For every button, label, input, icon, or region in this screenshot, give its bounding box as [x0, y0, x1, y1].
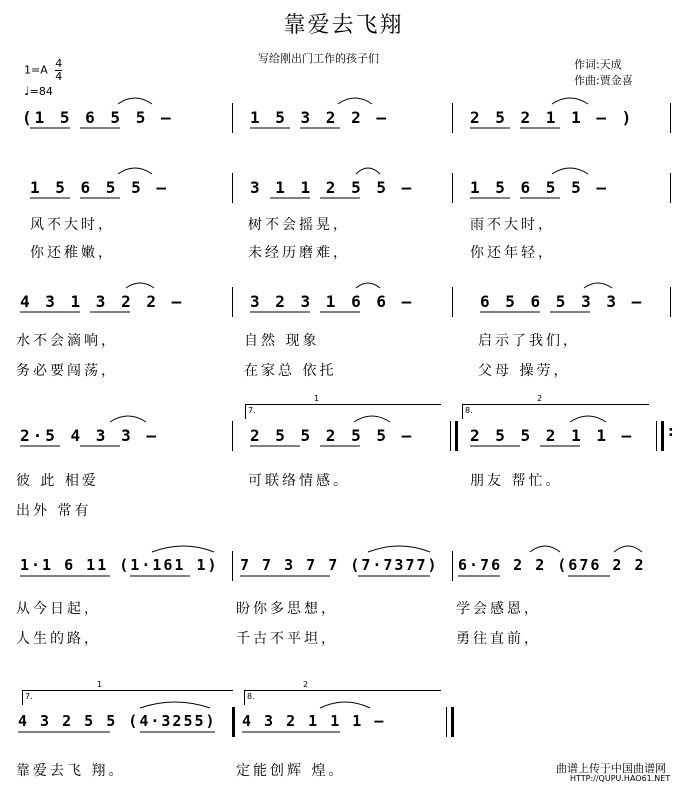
time-signature-bottom: 4	[55, 70, 63, 83]
row5-lyric-2b: 千古不平坦，	[236, 631, 338, 647]
row6-lyric-1: 靠爱去飞 翔。	[16, 763, 126, 779]
slur-icon	[320, 702, 370, 708]
row1-measure-group-3: 2 5 2 1 1 – )	[470, 108, 635, 127]
key-label: 1=A	[24, 63, 48, 77]
slur-icon	[140, 702, 210, 708]
slur-icon	[356, 283, 380, 288]
lyricist-credit: 作词:天成	[574, 58, 622, 71]
volta-label: 8.	[247, 692, 255, 701]
slur-icon	[552, 168, 588, 174]
row4-measure-group-2: 2 5 5 2 5 5 –	[250, 426, 415, 445]
row3-lyric-1b: 务必要闯荡，	[16, 363, 118, 379]
quarter-note-icon: ♩	[24, 84, 30, 98]
composer-credit: 作曲:贾金喜	[574, 74, 633, 87]
row3-measure-group-3: 6 5 6 5 3 3 –	[480, 292, 645, 311]
row6-lyric-2: 定能创辉 煌。	[236, 763, 346, 779]
volta-count: 2	[303, 680, 309, 689]
slur-icon	[368, 546, 430, 552]
slur-icon	[152, 546, 214, 552]
row2-measure-group-1: 1 5 6 5 5 –	[30, 178, 169, 197]
volta-label: 7.	[25, 692, 33, 701]
row5-lyric-2a: 盼你多思想，	[236, 601, 338, 617]
slur-icon	[118, 98, 152, 104]
row1-measure-group-1: (1 5 6 5 5 –	[22, 108, 174, 127]
song-title: 靠爱去飞翔	[283, 13, 404, 38]
row2-lyric-1b: 你还稚嫩，	[30, 245, 115, 261]
volta-count: 1	[314, 394, 320, 403]
footer-url: HTTP://QUPU.HAO61.NET	[570, 774, 671, 783]
slur-icon	[570, 416, 606, 422]
row6-measure-group-1: 4 3 2 5 5 (4·3255)	[18, 712, 217, 730]
row5-measure-group-3: 6·76 2 2 (676 2 2	[458, 556, 646, 574]
row2-lyric-3a: 雨不大时，	[470, 217, 555, 233]
row3-lyric-2a: 自然 现象	[244, 333, 320, 349]
row2-measure-group-3: 1 5 6 5 5 –	[470, 178, 609, 197]
row3-lyric-1a: 水不会滴响，	[16, 333, 118, 349]
volta-label: 7.	[248, 406, 256, 415]
row2-lyric-1a: 风不大时，	[30, 217, 115, 233]
row5-measure-group-2: 7 7 3 7 7 (7·7377)	[240, 556, 439, 574]
row3-lyric-3a: 启示了我们，	[478, 333, 580, 349]
slur-icon	[552, 98, 588, 104]
time-signature-top: 4	[55, 57, 63, 70]
slur-icon	[356, 168, 380, 174]
slur-icon	[110, 416, 146, 422]
row2-lyric-2a: 树不会摇晃，	[248, 217, 350, 233]
volta-count: 2	[537, 394, 543, 403]
slur-icon	[354, 416, 390, 422]
row2-lyric-3b: 你还年轻，	[470, 245, 555, 261]
row5-lyric-1a: 从今日起，	[16, 601, 101, 617]
row2-measure-group-2: 3 1 1 2 5 5 –	[250, 178, 415, 197]
repeat-dots-icon: :	[668, 424, 674, 440]
slur-icon	[584, 283, 612, 288]
song-subtitle: 写给刚出门工作的孩子们	[258, 52, 379, 65]
row2-lyric-2b: 未经历磨难，	[248, 245, 350, 261]
slur-icon	[338, 98, 372, 104]
row5-lyric-3b: 勇往直前，	[456, 631, 541, 647]
slur-icon	[530, 546, 560, 552]
row3-measure-group-2: 3 2 3 1 6 6 –	[250, 292, 415, 311]
row5-measure-group-1: 1·1 6 11 (1·161 1)	[20, 556, 219, 574]
footer-source: 曲谱上传于中国曲谱网	[556, 762, 666, 775]
row1-measure-group-2: 1 5 3 2 2 –	[250, 108, 389, 127]
slur-icon	[126, 283, 154, 288]
row6-measure-group-2: 4 3 2 1 1 1 –	[242, 712, 386, 730]
row5-lyric-3a: 学会感恩，	[456, 601, 541, 617]
slur-icon	[118, 168, 152, 174]
row4-lyric-1a: 彼 此 相爱	[16, 473, 99, 489]
volta-count: 1	[97, 680, 103, 689]
row3-lyric-3b: 父母 操劳，	[478, 363, 571, 379]
tempo-value: =84	[29, 85, 53, 98]
row3-measure-group-1: 4 3 1 3 2 2 –	[20, 292, 185, 311]
row4-lyric-3a: 朋友 帮忙。	[470, 473, 563, 489]
row4-lyric-1b: 出外 常有	[16, 503, 92, 519]
row4-measure-group-3: 2 5 5 2 1 1 –	[470, 426, 635, 445]
row3-lyric-2b: 在家总 依托	[244, 363, 337, 379]
row5-lyric-1b: 人生的路，	[16, 631, 101, 647]
row4-measure-group-1: 2·5 4 3 3 –	[20, 426, 159, 445]
slur-icon	[614, 546, 642, 552]
row4-lyric-2a: 可联络情感。	[248, 473, 350, 489]
volta-label: 8.	[465, 406, 473, 415]
